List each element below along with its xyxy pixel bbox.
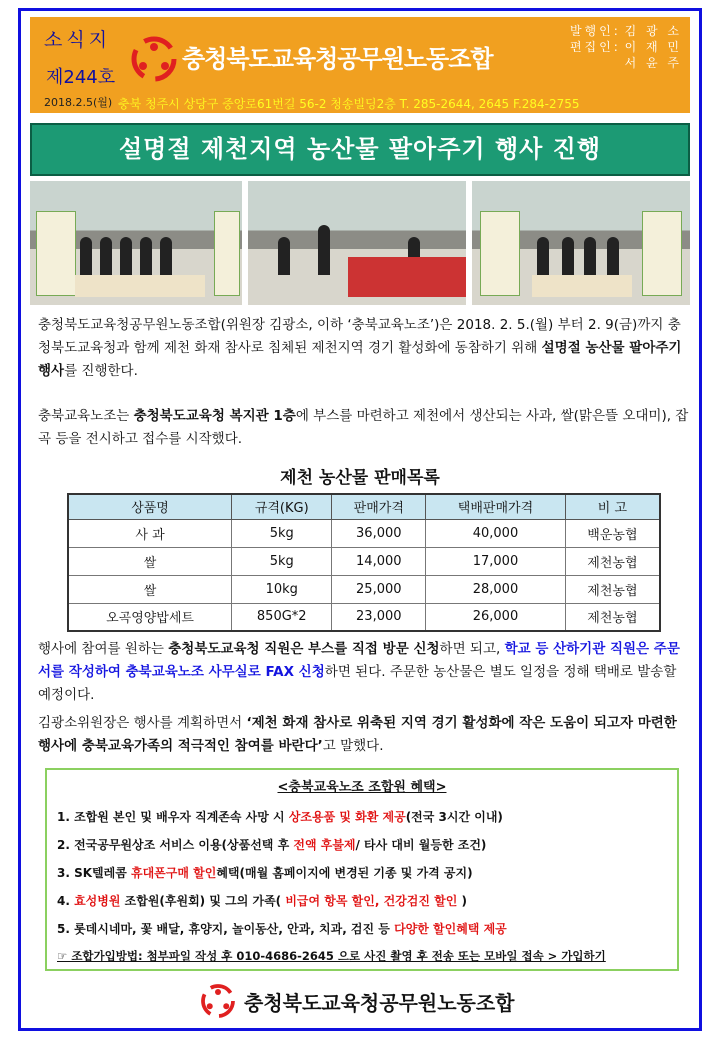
editor-name: 이 재 민 <box>624 40 682 54</box>
table-cell: 17,000 <box>426 547 566 575</box>
union-logo-icon <box>200 983 236 1019</box>
article-paragraph <box>38 405 690 451</box>
join-instructions: ☞ 조합가입방법: 첨부파일 작성 후 010-4686-2645 으로 사진 촬영 후 전송 또는 모바일 접속 > 가입하기 <box>57 949 606 963</box>
table-cell: 제천농협 <box>565 575 660 603</box>
table-cell: 36,000 <box>332 519 426 547</box>
editor-name: 서 윤 주 <box>624 56 682 70</box>
table-cell: 사 과 <box>68 519 232 547</box>
event-photo <box>248 181 466 305</box>
footer-logo <box>200 983 514 1019</box>
text-segment: 혜택(매월 홈페이지에 변경된 기종 및 가격 공지) <box>216 866 473 880</box>
text-segment: ) <box>457 894 467 908</box>
editor-label: 편집인: <box>569 40 621 54</box>
benefit-item <box>57 864 473 881</box>
text-segment: (전국 3시간 이내) <box>405 810 503 824</box>
text-segment: 김광소위원장은 행사를 계획하면서 <box>38 715 247 731</box>
table-cell: 제천농협 <box>565 603 660 631</box>
table-cell: 쌀 <box>68 575 232 603</box>
table-cell: 25,000 <box>332 575 426 603</box>
table-cell: 제천농협 <box>565 547 660 575</box>
column-header: 규격(KG) <box>232 494 332 519</box>
newsletter-header <box>30 17 690 113</box>
table-cell: 14,000 <box>332 547 426 575</box>
text-segment: 를 진행한다. <box>64 363 138 379</box>
text-segment: 2. 전국공무원상조 서비스 이용(상품선택 후 <box>57 838 294 852</box>
table-row <box>68 547 660 575</box>
article-paragraph <box>38 638 690 707</box>
text-segment: 1. 조합원 본인 및 배우자 직계존속 사망 시 <box>57 810 289 824</box>
text-segment: 5. 롯데시네마, 꽃 배달, 휴양지, 놀이동산, 안과, 치과, 검진 등 <box>57 922 395 936</box>
table-cell: 850G*2 <box>232 603 332 631</box>
event-photo <box>30 181 242 305</box>
headline: 설명절 제천지역 농산물 팔아주기 행사 진행 <box>30 123 690 176</box>
publisher-label: 발행인: <box>569 24 621 38</box>
address: 충북 청주시 상당구 중앙로61번길 56-2 청송빌딩2층 T. 285-2644, 2645 F.284-2755 <box>118 97 580 111</box>
table-title: 제천 농산물 판매목록 <box>280 468 440 488</box>
benefit-item <box>57 892 467 909</box>
text-segment: 하면 되고, <box>439 641 505 657</box>
org-name: 충청북도교육청공무원노동조합 <box>182 45 493 73</box>
column-header: 상품명 <box>68 494 232 519</box>
emphasized-text: 비급여 항목 할인, 건강검진 할인 <box>285 894 458 908</box>
article-paragraph <box>38 712 690 758</box>
footer-org-name: 충청북도교육청공무원노동조합 <box>244 990 515 1015</box>
text-segment: 행사에 참여를 원하는 <box>38 641 169 657</box>
column-header: 비 고 <box>565 494 660 519</box>
column-header: 판매가격 <box>332 494 426 519</box>
publisher-info <box>570 23 682 71</box>
table-row <box>68 575 660 603</box>
text-segment: / 타사 대비 월등한 조건) <box>355 838 487 852</box>
union-logo-icon <box>130 35 178 83</box>
emphasized-text: 충청북도교육청 복지관 1층 <box>133 408 296 424</box>
benefit-item <box>57 836 486 853</box>
table-cell: 백운농협 <box>565 519 660 547</box>
table-cell: 5kg <box>232 547 332 575</box>
text-segment: 고 말했다. <box>322 738 384 754</box>
emphasized-text: 다양한 할인혜택 제공 <box>394 922 507 936</box>
text-segment: 하면 된다. 주문한 농산물은 별도 일정을 정해 택배로 발송할 예정이다. <box>38 664 677 703</box>
issue-label: 소식지 <box>44 29 112 51</box>
column-header: 택배판매가격 <box>426 494 566 519</box>
emphasized-text: 설명절 농산물 팔아주기 행사 <box>38 340 682 379</box>
text-segment: 충북교육노조는 <box>38 408 134 424</box>
issue-date: 2018.2.5(월) <box>44 96 113 109</box>
emphasized-text: 학교 등 산하기관 직원은 주문서를 작성하여 충북교육노조 사무실로 FAX 신청 <box>38 641 680 680</box>
emphasized-text: 충청북도교육청 직원은 부스를 직접 방문 신청 <box>168 641 440 657</box>
table-row <box>68 519 660 547</box>
product-table <box>67 493 661 632</box>
text-segment: 4. <box>57 894 75 908</box>
text-segment: 충청북도교육청공무원노동조합(위원장 김광소, 이하 ‘충북교육노조’)은 2018. 2. 5.(월) 부터 2. 9(금)까지 충청북도교육청과 함께 제천 화재 참사로 침체된 제천지역 경기 활성화에 동참하기 위해 <box>38 317 681 356</box>
event-photo <box>472 181 690 305</box>
table-cell: 5kg <box>232 519 332 547</box>
table-cell: 40,000 <box>426 519 566 547</box>
table-cell: 쌀 <box>68 547 232 575</box>
table-cell: 26,000 <box>426 603 566 631</box>
table-cell: 10kg <box>232 575 332 603</box>
issue-number: 제244호 <box>46 67 116 88</box>
table-cell: 오곡영양밥세트 <box>68 603 232 631</box>
publisher-name: 김 광 소 <box>624 24 682 38</box>
table-cell: 23,000 <box>332 603 426 631</box>
benefit-item <box>57 808 503 825</box>
emphasized-text: 전액 후불제 <box>293 838 356 852</box>
text-segment: 3. SK텔레콤 <box>57 866 131 880</box>
text-segment: 조합원(후원회) 및 그의 가족( <box>120 894 286 908</box>
emphasized-text: 휴대폰구매 할인 <box>130 866 217 880</box>
benefits-title: <충북교육노조 조합원 혜택> <box>277 780 447 795</box>
emphasized-text: 상조용품 및 화환 제공 <box>288 810 406 824</box>
emphasized-text: 효성병원 <box>74 894 121 908</box>
table-cell: 28,000 <box>426 575 566 603</box>
article-paragraph <box>38 314 690 383</box>
text-segment: 에 부스를 마련하고 제천에서 생산되는 사과, 쌀(맑은뜰 오대미), 잡곡 등을 전시하고 접수를 시작했다. <box>38 408 689 447</box>
member-benefits-box <box>45 768 679 971</box>
benefit-item <box>57 920 507 937</box>
table-row <box>68 603 660 631</box>
emphasized-text: ‘제천 화재 참사로 위축된 지역 경기 활성화에 작은 도움이 되고자 마련한 행사에 충북교육가족의 적극적인 참여를 바란다’ <box>38 715 677 754</box>
